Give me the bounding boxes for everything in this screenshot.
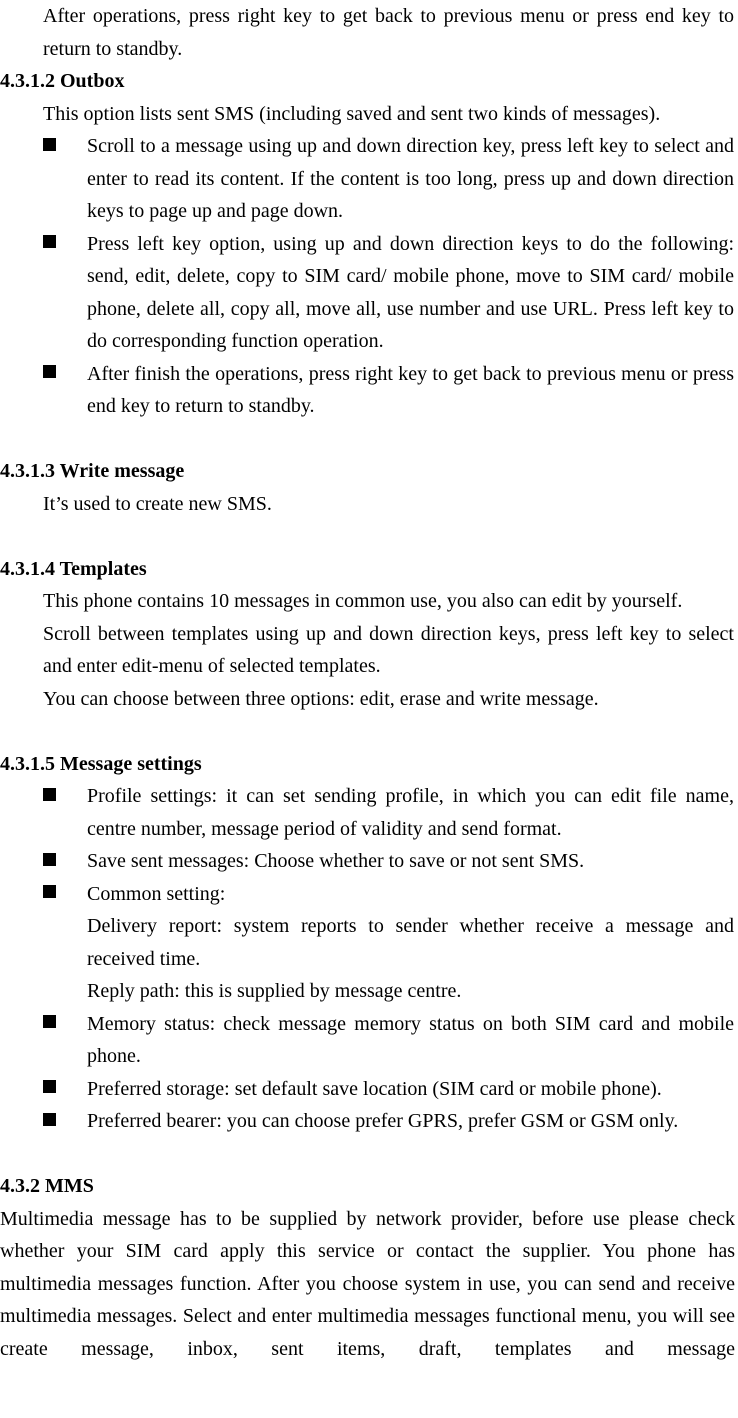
sub-paragraph-delivery-report: Delivery report: system reports to sender whether receive a message and received time. [87, 915, 734, 970]
bullet-text: Common setting: [87, 882, 226, 905]
bullet-text: Press left key option, using up and down direction keys to do the following: send, edit, delete, copy to SIM card/ mobile phone, move to SIM card/ mobile phone, delete all, copy all, move all, use number and use URL. Press left key to do corresponding function operation. [87, 232, 734, 352]
square-bullet-icon [0, 228, 87, 358]
bullet-text: After finish the operations, press right key to get back to previous menu or press end key to return to standby. [87, 362, 734, 417]
paragraph-templates-2: Scroll between templates using up and down direction keys, press left key to select and enter edit-menu of selected templates. [43, 622, 734, 677]
square-bullet-icon [0, 1105, 87, 1138]
paragraph-write-intro: It’s used to create new SMS. [43, 492, 272, 515]
square-bullet-icon [0, 358, 87, 423]
paragraph-mms: Multimedia message has to be supplied by network provider, before use please check whether your SIM card apply this service or contact the supplier. You phone has multimedia messages function. After you choose system in use, you can send and receive multimedia messages. Select and enter multimedia messages functional menu, you will see create message, inbox, sent items, draft, templates and message [0, 1207, 735, 1360]
bullet-settings-2 [0, 845, 738, 878]
heading-mms: 4.3.2 MMS [0, 1175, 94, 1197]
heading-templates: 4.3.1.4 Templates [0, 557, 147, 580]
bullet-outbox-1 [0, 130, 738, 228]
paragraph-standby-return: After operations, press right key to get back to previous menu or press end key to return to standby. [43, 5, 734, 60]
bullet-outbox-3 [0, 358, 738, 423]
square-bullet-icon [0, 878, 87, 911]
bullet-text: Profile settings: it can set sending profile, in which you can edit file name, centre number, message period of validity and send format. [87, 785, 734, 840]
bullet-outbox-2 [0, 228, 738, 358]
bullet-settings-1 [0, 780, 738, 845]
bullet-settings-5 [0, 1073, 738, 1106]
bullet-settings-6 [0, 1105, 738, 1138]
bullet-text: Memory status: check message memory status on both SIM card and mobile phone. [87, 1012, 734, 1067]
bullet-text: Preferred storage: set default save location (SIM card or mobile phone). [87, 1077, 662, 1100]
square-bullet-icon [0, 130, 87, 228]
heading-message-settings: 4.3.1.5 Message settings [0, 752, 202, 775]
bullet-text: Scroll to a message using up and down direction key, press left key to select and enter to read its content. If the content is too long, press up and down direction keys to page up and page down. [87, 135, 734, 222]
heading-outbox: 4.3.1.2 Outbox [0, 70, 125, 92]
paragraph-templates-1: This phone contains 10 messages in common use, you also can edit by yourself. [43, 590, 683, 612]
paragraph-templates-3: You can choose between three options: edit, erase and write message. [43, 687, 599, 710]
square-bullet-icon [0, 1008, 87, 1073]
sub-paragraph-reply-path: Reply path: this is supplied by message centre. [87, 980, 462, 1002]
bullet-text: Save sent messages: Choose whether to save or not sent SMS. [87, 850, 585, 872]
square-bullet-icon [0, 780, 87, 845]
square-bullet-icon [0, 1073, 87, 1106]
heading-write-message: 4.3.1.3 Write message [0, 460, 185, 482]
paragraph-outbox-intro: This option lists sent SMS (including saved and sent two kinds of messages). [43, 102, 661, 125]
square-bullet-icon [0, 845, 87, 878]
bullet-settings-4 [0, 1008, 738, 1073]
bullet-text: Preferred bearer: you can choose prefer GPRS, prefer GSM or GSM only. [87, 1110, 679, 1132]
bullet-settings-3 [0, 878, 738, 911]
